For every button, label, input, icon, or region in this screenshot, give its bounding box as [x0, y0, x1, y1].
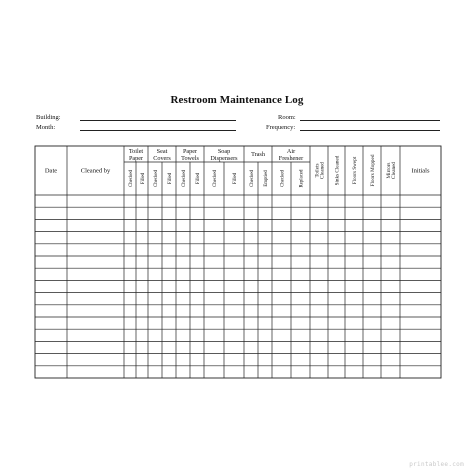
task-column-label: Floors Mopped — [370, 154, 376, 187]
group-header-label: Seat — [156, 148, 168, 155]
group-header-label: Freshener — [278, 155, 304, 162]
month-label: Month: — [36, 124, 56, 131]
group-header-label: Paper — [182, 148, 198, 155]
task-column-label: Floors Swept — [352, 156, 358, 185]
sub-column-label: Checked — [213, 170, 218, 187]
sub-column-label: Checked — [129, 170, 134, 187]
initials-column-header: Initials — [411, 167, 430, 175]
sub-column-label: Checked — [154, 170, 159, 187]
group-header-label: Trash — [251, 151, 265, 158]
cleaned-by-column-header: Cleaned by — [80, 167, 111, 175]
task-column-label: Sinks Cleaned — [334, 155, 341, 186]
sub-column-label: Checked — [280, 170, 286, 187]
sub-column-label: Replaced — [299, 169, 305, 188]
room-label: Room: — [278, 114, 296, 121]
group-header-label: Air — [286, 148, 296, 155]
group-header-label: Covers — [153, 155, 171, 162]
table-border — [35, 146, 441, 378]
building-label: Building: — [36, 114, 61, 121]
sub-column-label: Filled — [141, 172, 146, 185]
sub-column-label: Emptied — [264, 170, 269, 187]
page-title: Restroom Maintenance Log — [170, 94, 304, 106]
sub-column-label: Filled — [233, 172, 238, 185]
date-column-header: Date — [44, 167, 58, 175]
group-header-label: Dispensers — [210, 155, 238, 162]
task-column-label: Cleaned — [319, 162, 326, 179]
sub-column-label: Checked — [250, 170, 255, 187]
frequency-label: Frequency: — [266, 124, 296, 131]
task-column-label: Toilets — [314, 163, 321, 178]
sub-column-label: Filled — [168, 172, 173, 185]
task-column-label: Cleaned — [391, 162, 398, 179]
task-column-label: Mirrors — [385, 162, 392, 179]
group-header-label: Towels — [181, 155, 199, 162]
sub-column-label: Filled — [196, 172, 201, 185]
group-header-label: Soap — [217, 148, 231, 155]
group-header-label: Toilet — [128, 148, 144, 155]
watermark: printablee.com — [409, 461, 464, 468]
sub-column-label: Checked — [182, 170, 187, 187]
group-header-label: Paper — [128, 155, 144, 162]
